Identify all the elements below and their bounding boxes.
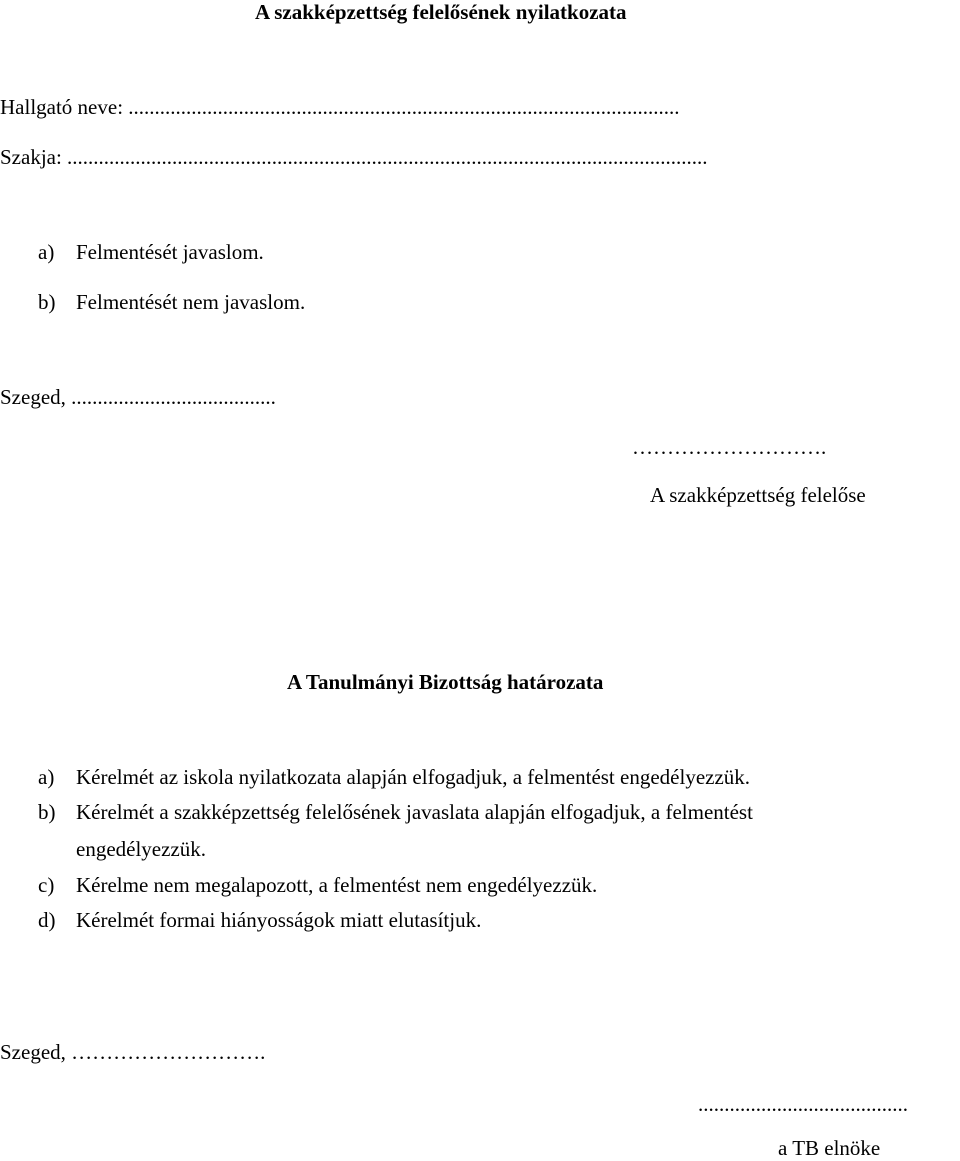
option-recommend [38, 240, 264, 265]
decision-marker: d) [38, 908, 56, 932]
decision-text: Kérelmét az iskola nyilatkozata alapján elfogadjuk, a felmentést engedélyezzük. [76, 765, 751, 789]
signature-caption: A szakképzettség felelőse [650, 483, 866, 507]
decision-c [38, 873, 597, 898]
place-date-field: Szeged, ....................................... [0, 385, 276, 409]
decision-marker: c) [38, 873, 55, 897]
decision-b-continuation: engedélyezzük. [76, 837, 207, 861]
decision-text: Kérelme nem megalapozott, a felmentést nem engedélyezzük. [76, 873, 598, 897]
decision-marker: b) [38, 800, 56, 824]
declaration-title: A szakképzettség felelősének nyilatkozata [255, 0, 627, 24]
decision-text: Kérelmét a szakképzettség felelősének javaslata alapján elfogadjuk, a felmentést [76, 800, 753, 824]
decision-b [38, 800, 753, 825]
decision-marker: a) [38, 765, 55, 789]
option-not-recommend [38, 290, 305, 315]
major-field: Szakja: .......................................................................................................................... [0, 145, 708, 169]
committee-decision-title: A Tanulmányi Bizottság határozata [287, 670, 604, 694]
option-text: Felmentését javaslom. [76, 240, 264, 264]
decision-d [38, 908, 481, 933]
place-date-field-2: Szeged, ………………………. [0, 1040, 266, 1064]
signature-line: ………………………. [632, 435, 827, 459]
option-text: Felmentését nem javaslom. [76, 290, 306, 314]
decision-text: Kérelmét formai hiányosságok miatt elutasítjuk. [76, 908, 482, 932]
chair-signature-line: ........................................ [698, 1092, 908, 1116]
decision-a [38, 765, 750, 790]
student-name-field: Hallgató neve: ......................................................................................................... [0, 95, 680, 119]
option-marker: b) [38, 290, 56, 314]
option-marker: a) [38, 240, 55, 264]
chair-signature-caption: a TB elnöke [778, 1136, 881, 1160]
